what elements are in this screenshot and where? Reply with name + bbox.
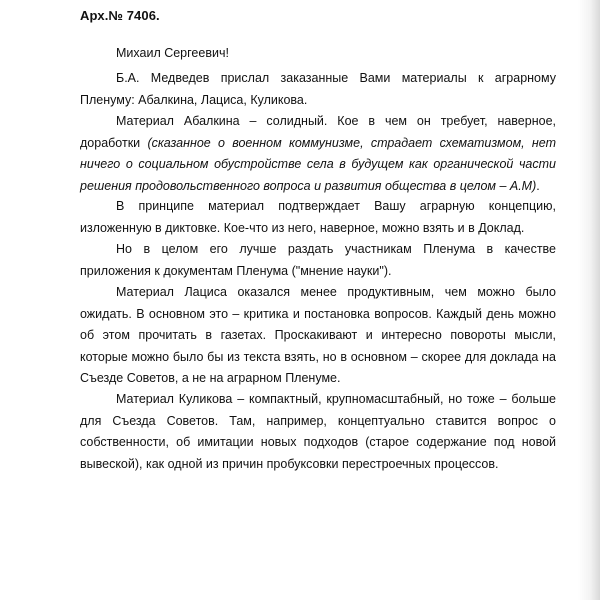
salutation: Михаил Сергеевич! [116, 46, 229, 60]
paragraph-abalkin-text: Материал Абалкина – солидный. Кое в чем он требует, наверное, доработки [80, 114, 556, 150]
scan-edge [578, 0, 600, 600]
archive-number: Арх.№ 7406. [80, 8, 160, 23]
paragraph-abalkin-italic-note: (сказанное о военном коммунизме, страдает схематизмом, нет ничего о социальном обустройстве села в будущем как органической части решения продовольственного вопроса и развития общества в целом – А.М) [80, 135, 556, 193]
paragraph-medvedev: Б.А. Медведев прислал заказанные Вами материалы к аграрному Пленуму: Абалкина, Лациса, Куликова. [80, 71, 556, 107]
paragraph-kulikov: Материал Куликова – компактный, крупномасштабный, но тоже – больше для Съезда Советов. Там, например, концептуально ставится вопрос о собственности, об имитации новых подходов (старое содержание под новой вывеской), как одной из причин пробуксовки перестроечных процессов. [80, 392, 556, 471]
paragraph-latsis: Материал Лациса оказался менее продуктивным, чем можно было ожидать. В основном это – критика и постановка вопросов. Каждый день можно об этом прочитать в газетах. Проскакивают и интересно повороты мысли, которые можно было бы из текста взять, но в основном – скорее для доклада на Съезде Советов, а не на аграрном Пленуме. [80, 285, 556, 385]
document-page [80, 0, 556, 600]
paragraph-abalkin-end: . [536, 178, 540, 193]
paragraph-distribute: Но в целом его лучше раздать участникам Пленума в качестве приложения к документам Пленума ("мнение науки"). [80, 242, 556, 278]
paragraph-concept: В принципе материал подтверждает Вашу аграрную концепцию, изложенную в диктовке. Кое-что из него, наверное, можно взять и в Доклад. [80, 199, 556, 235]
paragraph-abalkin [80, 111, 556, 197]
